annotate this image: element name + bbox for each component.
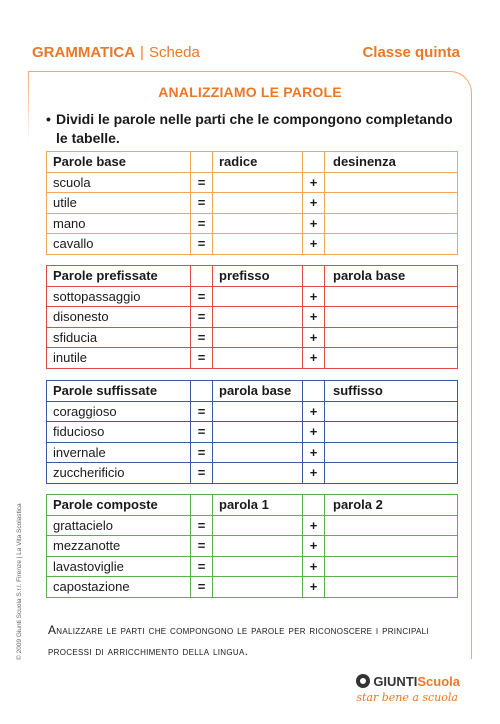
word-cell: lavastoviglie (47, 556, 191, 577)
header-spacer (303, 495, 325, 516)
plus-sign: + (303, 193, 325, 214)
answer-cell-part2[interactable] (325, 193, 458, 214)
equals-sign: = (191, 348, 213, 369)
answer-cell-part2[interactable] (325, 327, 458, 348)
logo-brand: GIUNTI (373, 674, 418, 689)
column-header-part2: parola base (325, 266, 458, 287)
word-cell: utile (47, 193, 191, 214)
word-cell: grattacielo (47, 515, 191, 536)
equals-sign: = (191, 307, 213, 328)
plus-sign: + (303, 286, 325, 307)
equals-sign: = (191, 172, 213, 193)
header-spacer (191, 495, 213, 516)
answer-cell-part1[interactable] (213, 401, 303, 422)
answer-cell-part1[interactable] (213, 286, 303, 307)
column-header-words: Parole prefissate (47, 266, 191, 287)
giunti-g-icon (356, 674, 370, 688)
plus-sign: + (303, 401, 325, 422)
column-header-part1: radice (213, 152, 303, 173)
answer-cell-part1[interactable] (213, 213, 303, 234)
column-header-part2: suffisso (325, 381, 458, 402)
answer-cell-part2[interactable] (325, 536, 458, 557)
header-spacer (191, 381, 213, 402)
section-label: Scheda (148, 44, 200, 61)
table-parole-composte (46, 494, 458, 598)
page-title: ANALIZZIAMO LE PAROLE (158, 84, 342, 100)
equals-sign: = (191, 442, 213, 463)
answer-cell-part2[interactable] (325, 442, 458, 463)
equals-sign: = (191, 401, 213, 422)
column-header-part1: parola 1 (213, 495, 303, 516)
word-cell: sfiducia (47, 327, 191, 348)
answer-cell-part1[interactable] (213, 172, 303, 193)
header-spacer (303, 152, 325, 173)
answer-cell-part2[interactable] (325, 577, 458, 598)
column-header-words: Parole composte (47, 495, 191, 516)
table-row (47, 234, 458, 255)
plus-sign: + (303, 536, 325, 557)
learning-objective-note: Analizzare le parti che compongono le parole per riconoscere i principali processi di arricchimento della lingua. (48, 623, 429, 658)
equals-sign: = (191, 577, 213, 598)
logo-wordmark (356, 674, 460, 689)
plus-sign: + (303, 348, 325, 369)
word-cell: mezzanotte (47, 536, 191, 557)
answer-cell-part1[interactable] (213, 515, 303, 536)
word-cell: invernale (47, 442, 191, 463)
answer-cell-part2[interactable] (325, 348, 458, 369)
word-cell: disonesto (47, 307, 191, 328)
answer-cell-part1[interactable] (213, 327, 303, 348)
table-row (47, 401, 458, 422)
table-row (47, 577, 458, 598)
answer-cell-part1[interactable] (213, 577, 303, 598)
answer-cell-part1[interactable] (213, 348, 303, 369)
header-separator: | (140, 44, 144, 61)
answer-cell-part2[interactable] (325, 401, 458, 422)
table-row (47, 193, 458, 214)
header-spacer (303, 266, 325, 287)
equals-sign: = (191, 463, 213, 484)
word-cell: mano (47, 213, 191, 234)
column-header-words: Parole base (47, 152, 191, 173)
answer-cell-part2[interactable] (325, 463, 458, 484)
table-row (47, 172, 458, 193)
equals-sign: = (191, 286, 213, 307)
word-cell: zuccherificio (47, 463, 191, 484)
equals-sign: = (191, 213, 213, 234)
answer-cell-part1[interactable] (213, 307, 303, 328)
header-spacer (303, 381, 325, 402)
table-row (47, 556, 458, 577)
plus-sign: + (303, 577, 325, 598)
table-parole-base (46, 151, 458, 255)
copyright-notice: © 2009 Giunti Scuola S.r.l. Firenze | La Vita Scolastica (16, 503, 23, 660)
equals-sign: = (191, 327, 213, 348)
grade-label: Classe quinta (362, 44, 460, 61)
equals-sign: = (191, 556, 213, 577)
table-header-row (47, 266, 458, 287)
plus-sign: + (303, 442, 325, 463)
equals-sign: = (191, 234, 213, 255)
equals-sign: = (191, 422, 213, 443)
plus-sign: + (303, 327, 325, 348)
table-row (47, 463, 458, 484)
word-cell: capostazione (47, 577, 191, 598)
answer-cell-part1[interactable] (213, 556, 303, 577)
table-row (47, 286, 458, 307)
table-row (47, 442, 458, 463)
plus-sign: + (303, 463, 325, 484)
plus-sign: + (303, 213, 325, 234)
answer-cell-part1[interactable] (213, 193, 303, 214)
instruction-text: Dividi le parole nelle parti che le compongono completando le tabelle. (56, 111, 453, 146)
logo-tagline: star bene a scuola (356, 691, 458, 704)
answer-cell-part2[interactable] (325, 515, 458, 536)
word-cell: fiducioso (47, 422, 191, 443)
subject-label: GRAMMATICA (32, 44, 136, 61)
plus-sign: + (303, 234, 325, 255)
word-cell: inutile (47, 348, 191, 369)
answer-cell-part1[interactable] (213, 422, 303, 443)
table-row (47, 536, 458, 557)
table-row (47, 348, 458, 369)
header-left (32, 44, 200, 61)
answer-cell-part2[interactable] (325, 234, 458, 255)
header-spacer (191, 266, 213, 287)
column-header-part2: desinenza (325, 152, 458, 173)
answer-cell-part1[interactable] (213, 234, 303, 255)
table-header-row (47, 381, 458, 402)
word-cell: scuola (47, 172, 191, 193)
answer-cell-part2[interactable] (325, 307, 458, 328)
answer-cell-part1[interactable] (213, 536, 303, 557)
plus-sign: + (303, 422, 325, 443)
table-row (47, 307, 458, 328)
table-row (47, 422, 458, 443)
plus-sign: + (303, 515, 325, 536)
answer-cell-part2[interactable] (325, 172, 458, 193)
logo-brand-scuola: Scuola (417, 674, 460, 689)
plus-sign: + (303, 307, 325, 328)
content-frame-left-edge (28, 71, 29, 143)
answer-cell-part2[interactable] (325, 422, 458, 443)
table-parole-suffissate (46, 380, 458, 484)
instruction (46, 110, 456, 148)
header-spacer (191, 152, 213, 173)
publisher-logo (340, 674, 460, 710)
table-row (47, 213, 458, 234)
column-header-part2: parola 2 (325, 495, 458, 516)
table-header-row (47, 495, 458, 516)
table-parole-prefissate (46, 265, 458, 369)
equals-sign: = (191, 536, 213, 557)
equals-sign: = (191, 193, 213, 214)
bullet-icon: • (46, 111, 51, 127)
answer-cell-part2[interactable] (325, 556, 458, 577)
answer-cell-part2[interactable] (325, 213, 458, 234)
word-cell: cavallo (47, 234, 191, 255)
word-cell: sottopassaggio (47, 286, 191, 307)
column-header-words: Parole suffissate (47, 381, 191, 402)
page-header (32, 44, 460, 66)
table-row (47, 327, 458, 348)
column-header-part1: prefisso (213, 266, 303, 287)
answer-cell-part2[interactable] (325, 286, 458, 307)
plus-sign: + (303, 556, 325, 577)
word-cell: coraggioso (47, 401, 191, 422)
answer-cell-part1[interactable] (213, 463, 303, 484)
answer-cell-part1[interactable] (213, 442, 303, 463)
equals-sign: = (191, 515, 213, 536)
table-header-row (47, 152, 458, 173)
table-row (47, 515, 458, 536)
plus-sign: + (303, 172, 325, 193)
column-header-part1: parola base (213, 381, 303, 402)
